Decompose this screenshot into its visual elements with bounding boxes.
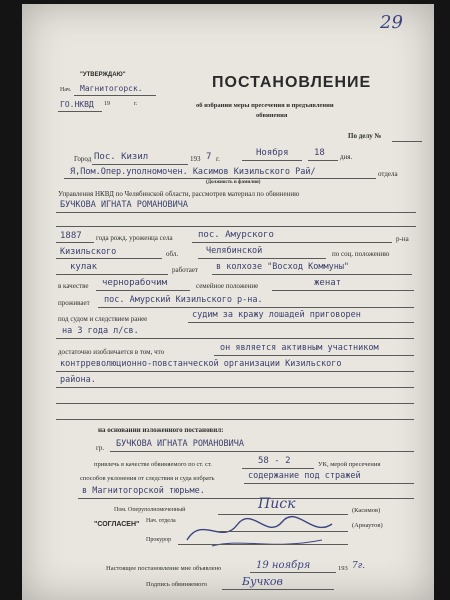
agreed-sign-line bbox=[218, 531, 348, 532]
court-line bbox=[188, 322, 414, 323]
agreed-sub: Нач. отдела bbox=[146, 518, 176, 524]
announce-line bbox=[250, 572, 336, 573]
date-year-suffix: 7 bbox=[206, 152, 212, 162]
measure-line-2 bbox=[78, 498, 414, 499]
evidence-line-2 bbox=[56, 371, 414, 372]
charge-line bbox=[242, 468, 314, 469]
approve-header: "УТВЕРЖДАЮ" bbox=[80, 72, 126, 78]
family-line bbox=[272, 290, 414, 291]
accused-signature: Бучков bbox=[242, 575, 283, 588]
works-value: в колхозе "Восход Коммуны" bbox=[216, 262, 350, 272]
evidence-value: он является активным участником bbox=[220, 343, 379, 353]
approve-dept: ГО.НКВД bbox=[60, 100, 94, 109]
agreed-label: "СОГЛАСЕН" bbox=[94, 521, 140, 528]
accused-name: БУЧКОВА ИГНАТА РОМАНОВИЧА bbox=[60, 200, 188, 210]
announce-year: 193 bbox=[338, 565, 348, 572]
district-value: Кизильского bbox=[60, 247, 117, 257]
document-subtitle-1: об избрании меры пресечения и предъявлении bbox=[196, 102, 334, 109]
evidence-value-2: контрреволюционно-повстанческой организации Кизильского bbox=[60, 359, 342, 369]
birth-year: 1887 bbox=[60, 231, 82, 241]
month-line bbox=[242, 160, 302, 161]
family-value: женат bbox=[314, 278, 342, 288]
measure-value-2: в Магнитогорской тюрьме. bbox=[82, 486, 205, 496]
nkvd-line: Управления НКВД по Челябинской области, рассмотрев материал по обвинению bbox=[58, 190, 300, 198]
day-line bbox=[308, 160, 338, 161]
officer-line bbox=[64, 178, 376, 179]
blank-line-2 bbox=[56, 419, 414, 420]
approve-line-1 bbox=[74, 95, 156, 96]
position-label: в качестве bbox=[58, 282, 89, 290]
charge-article: 58 - 2 bbox=[258, 456, 291, 466]
announce-label: Настоящее постановление мне объявлено bbox=[106, 565, 222, 572]
evidence-line bbox=[214, 355, 414, 356]
gr-label: гр. bbox=[96, 444, 105, 452]
place-line bbox=[92, 164, 188, 165]
officer-signature: Писк bbox=[258, 496, 296, 512]
approve-year-suffix: г. bbox=[134, 101, 138, 107]
position-value: чернорабочим bbox=[102, 278, 168, 288]
accused-sign-label: Подпись обвиняемого bbox=[146, 581, 208, 588]
court-value: судим за кражу лошадей приговорен bbox=[192, 310, 361, 320]
date-month: Ноября bbox=[256, 148, 289, 158]
document-page bbox=[22, 4, 434, 600]
gr-line bbox=[110, 451, 414, 452]
prosecutor-label: Прокурор bbox=[146, 537, 172, 543]
blank-line-1 bbox=[56, 403, 414, 404]
approve-rank-prefix: Нач. bbox=[60, 87, 72, 93]
accused-sign-line bbox=[222, 589, 334, 590]
agreed-name: (Арнаутов) bbox=[352, 522, 383, 529]
otdela-label: отдела bbox=[378, 170, 398, 178]
evidence-label: достаточно изобличается в том, что bbox=[58, 348, 165, 356]
lives-line bbox=[98, 307, 414, 308]
obl-label: обл. bbox=[166, 250, 179, 258]
birth-label: года рожд. уроженца села bbox=[96, 234, 173, 242]
case-label: По делу № bbox=[348, 132, 382, 140]
accused-line-2 bbox=[56, 226, 416, 227]
court-value-2: на 3 года л/св. bbox=[62, 326, 139, 336]
announce-year-val: 7г. bbox=[352, 561, 366, 571]
announce-date: 19 ноября bbox=[256, 560, 311, 571]
uk-label: УК, мерой пресечения bbox=[318, 461, 381, 468]
prosecutor-line bbox=[178, 544, 348, 545]
region-line bbox=[198, 258, 326, 259]
lives-label: проживает bbox=[58, 299, 90, 307]
date-day: 18 bbox=[314, 148, 325, 158]
date-dnya: дня. bbox=[340, 153, 353, 161]
accused-line bbox=[56, 212, 416, 213]
works-line bbox=[212, 274, 412, 275]
birth-village: пос. Амурского bbox=[198, 230, 274, 240]
measure-label: способов уклонения от следствия и суда избрать bbox=[80, 475, 215, 482]
works-label: работает bbox=[172, 266, 198, 274]
lives-value: пос. Амурский Кизильского р-на. bbox=[104, 295, 263, 305]
officer-hint: (Должность и фамилия) bbox=[206, 180, 261, 185]
approve-rank-value: Магнитогорск. bbox=[80, 84, 143, 93]
date-year-prefix: 193 bbox=[190, 155, 201, 163]
approve-line-2 bbox=[58, 111, 102, 112]
measure-value: содержание под стражей bbox=[248, 471, 361, 481]
court-label: под судом и следствием ранее bbox=[58, 315, 148, 323]
sig-officer-label: Пом. Оперуполномоченный bbox=[114, 507, 186, 513]
court-line-2 bbox=[56, 338, 414, 339]
officer-value: Я,Пом.Опер.уполномочен. Касимов Кизильского Рай/ bbox=[70, 167, 316, 177]
document-title: ПОСТАНОВЛЕНИЕ bbox=[212, 74, 372, 91]
measure-line bbox=[244, 483, 414, 484]
position-line bbox=[96, 290, 190, 291]
region-value: Челябинской bbox=[206, 246, 263, 256]
document-subtitle-2: обвинения bbox=[256, 112, 288, 119]
date-g: г. bbox=[216, 155, 220, 163]
evidence-value-3: района. bbox=[60, 375, 96, 385]
family-label: семейное положение bbox=[196, 282, 259, 290]
approve-year-prefix: 19 bbox=[104, 101, 110, 107]
gr-value: БУЧКОВА ИГНАТА РОМАНОВИЧА bbox=[116, 439, 244, 449]
sheet-number: 29 bbox=[380, 12, 403, 33]
place-label: Город bbox=[74, 155, 92, 163]
place-value: Пос. Кизил bbox=[94, 152, 149, 162]
sig-officer-name: (Касимов) bbox=[352, 507, 381, 514]
birth-village-line bbox=[192, 242, 392, 243]
district-line bbox=[56, 258, 162, 259]
social-line bbox=[56, 274, 168, 275]
evidence-line-3 bbox=[56, 387, 414, 388]
birth-year-line bbox=[56, 242, 94, 243]
social-label: по соц. положению bbox=[332, 250, 390, 258]
social-value: кулак bbox=[70, 262, 98, 272]
case-line bbox=[392, 141, 422, 142]
resolved-label: на основании изложенного постановил: bbox=[98, 426, 224, 434]
rna-label: р-на bbox=[396, 235, 409, 243]
charge-label: привлечь в качестве обвиняемого по ст. ст. bbox=[94, 461, 212, 468]
